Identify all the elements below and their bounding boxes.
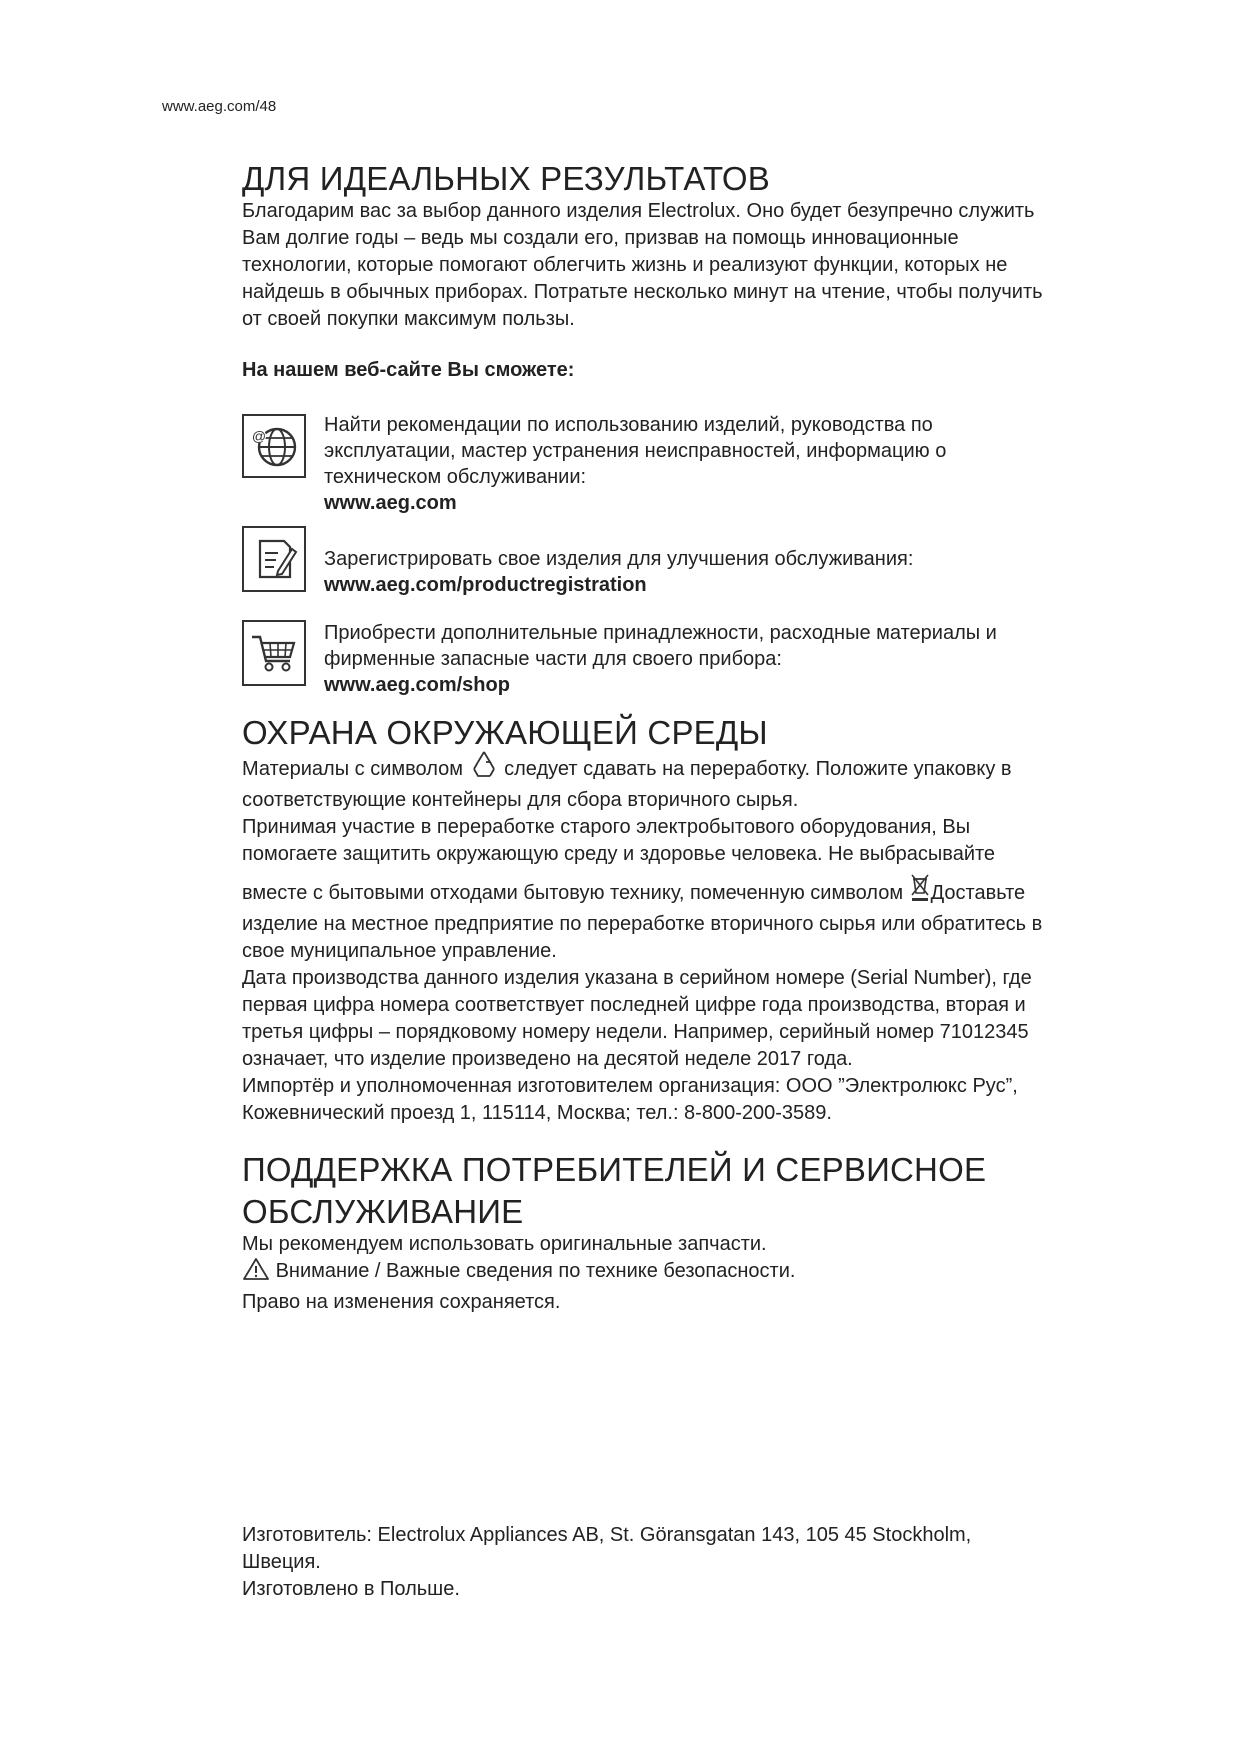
- link-shop[interactable]: www.aeg.com/shop: [324, 674, 510, 696]
- header-url: www.aeg.com/48: [162, 98, 277, 115]
- manufacturer-line: Швеция.: [242, 1551, 321, 1573]
- item-text: эксплуатации, мастер устранения неисправностей, информацию о: [324, 440, 947, 462]
- intro-line: технологии, которые помогают облегчить жизнь и реализуют функции, которых не: [242, 254, 1008, 276]
- env-text: Материалы с символом: [242, 758, 463, 780]
- svg-text:@: @: [251, 428, 267, 444]
- intro-line: от своей покупки максимум пользы.: [242, 308, 575, 330]
- manufacturer-line: Изготовитель: Electrolux Appliances AB, St. Göransgatan 143, 105 45 Stockholm,: [242, 1524, 972, 1546]
- item-text: Найти рекомендации по использованию изделий, руководства по: [324, 414, 933, 436]
- env-line: Кожевнический проезд 1, 115114, Москва; тел.: 8-800-200-3589.: [242, 1102, 832, 1124]
- website-item-shop: [242, 620, 1162, 698]
- env-line: первая цифра номера соответствует последней цифре года производства, вторая и: [242, 994, 1026, 1016]
- item-text: фирменные запасные части для своего прибора:: [324, 648, 782, 670]
- globe-at-icon: [242, 414, 306, 478]
- support-line: [242, 1258, 1162, 1289]
- env-text: следует сдавать на переработку. Положите упаковку в: [504, 758, 1012, 780]
- item-text: техническом обслуживании:: [324, 466, 587, 488]
- website-label: На нашем веб-сайте Вы сможете:: [242, 359, 575, 381]
- env-line: изделие на местное предприятие по переработке вторичного сырья или обратитесь в: [242, 913, 1043, 935]
- made-in-line: Изготовлено в Польше.: [242, 1578, 460, 1600]
- intro-line: найдешь в обычных приборах. Потратьте несколько минут на чтение, чтобы получить: [242, 281, 1043, 303]
- env-text: Доставьте: [930, 882, 1026, 904]
- support-line: Мы рекомендуем использовать оригинальные запчасти.: [242, 1233, 767, 1255]
- item-text: Зарегистрировать свое изделия для улучшения обслуживания:: [324, 548, 914, 570]
- env-text: вместе с бытовыми отходами бытовую технику, помеченную символом: [242, 882, 904, 904]
- item-text: Приобрести дополнительные принадлежности, расходные материалы и: [324, 622, 997, 644]
- section-title-environment: ОХРАНА ОКРУЖАЮЩЕЙ СРЕДЫ: [242, 714, 768, 751]
- intro-line: Вам долгие годы – ведь мы создали его, призвав на помощь инновационные: [242, 227, 959, 249]
- section-title-results: ДЛЯ ИДЕАЛЬНЫХ РЕЗУЛЬТАТОВ: [242, 160, 770, 197]
- link-product-registration[interactable]: www.aeg.com/productregistration: [324, 574, 647, 596]
- env-line: свое муниципальное управление.: [242, 940, 557, 962]
- env-line: Принимая участие в переработке старого электробытового оборудования, Вы: [242, 816, 971, 838]
- env-line: [242, 880, 1162, 911]
- support-text: Внимание / Важные сведения по технике безопасности.: [275, 1260, 796, 1282]
- support-line: Право на изменения сохраняется.: [242, 1291, 561, 1313]
- env-line: третья цифры – порядковому номеру недели. Например, серийный номер 71012345: [242, 1021, 1029, 1043]
- link-aeg-com[interactable]: www.aeg.com: [324, 492, 457, 514]
- page-content: [242, 160, 1162, 1603]
- section-title-support: ПОДДЕРЖКА ПОТРЕБИТЕЛЕЙ И СЕРВИСНОЕ: [242, 1151, 987, 1188]
- env-line: Импортёр и уполномоченная изготовителем организация: ООО ”Электролюкс Рус”,: [242, 1075, 1018, 1097]
- env-line: Дата производства данного изделия указана в серийном номере (Serial Number), где: [242, 967, 1032, 989]
- website-item-support: [242, 412, 1162, 516]
- crossed-bin-icon: [909, 884, 931, 911]
- recycle-icon: [469, 759, 499, 787]
- intro-line: Благодарим вас за выбор данного изделия Electrolux. Оно будет безупречно служить: [242, 200, 1035, 222]
- env-line: означает, что изделие произведено на десятой неделе 2017 года.: [242, 1048, 853, 1070]
- env-line: соответствующие контейнеры для сбора вторичного сырья.: [242, 789, 799, 811]
- env-line: [242, 756, 1162, 787]
- section-title-support-2: ОБСЛУЖИВАНИЕ: [242, 1193, 524, 1230]
- env-line: помогаете защитить окружающую среду и здоровье человека. Не выбрасывайте: [242, 843, 996, 865]
- warning-icon: [242, 1262, 270, 1289]
- registration-document-icon: [242, 526, 306, 592]
- shopping-cart-icon: [242, 620, 306, 686]
- website-item-registration: [242, 526, 1162, 598]
